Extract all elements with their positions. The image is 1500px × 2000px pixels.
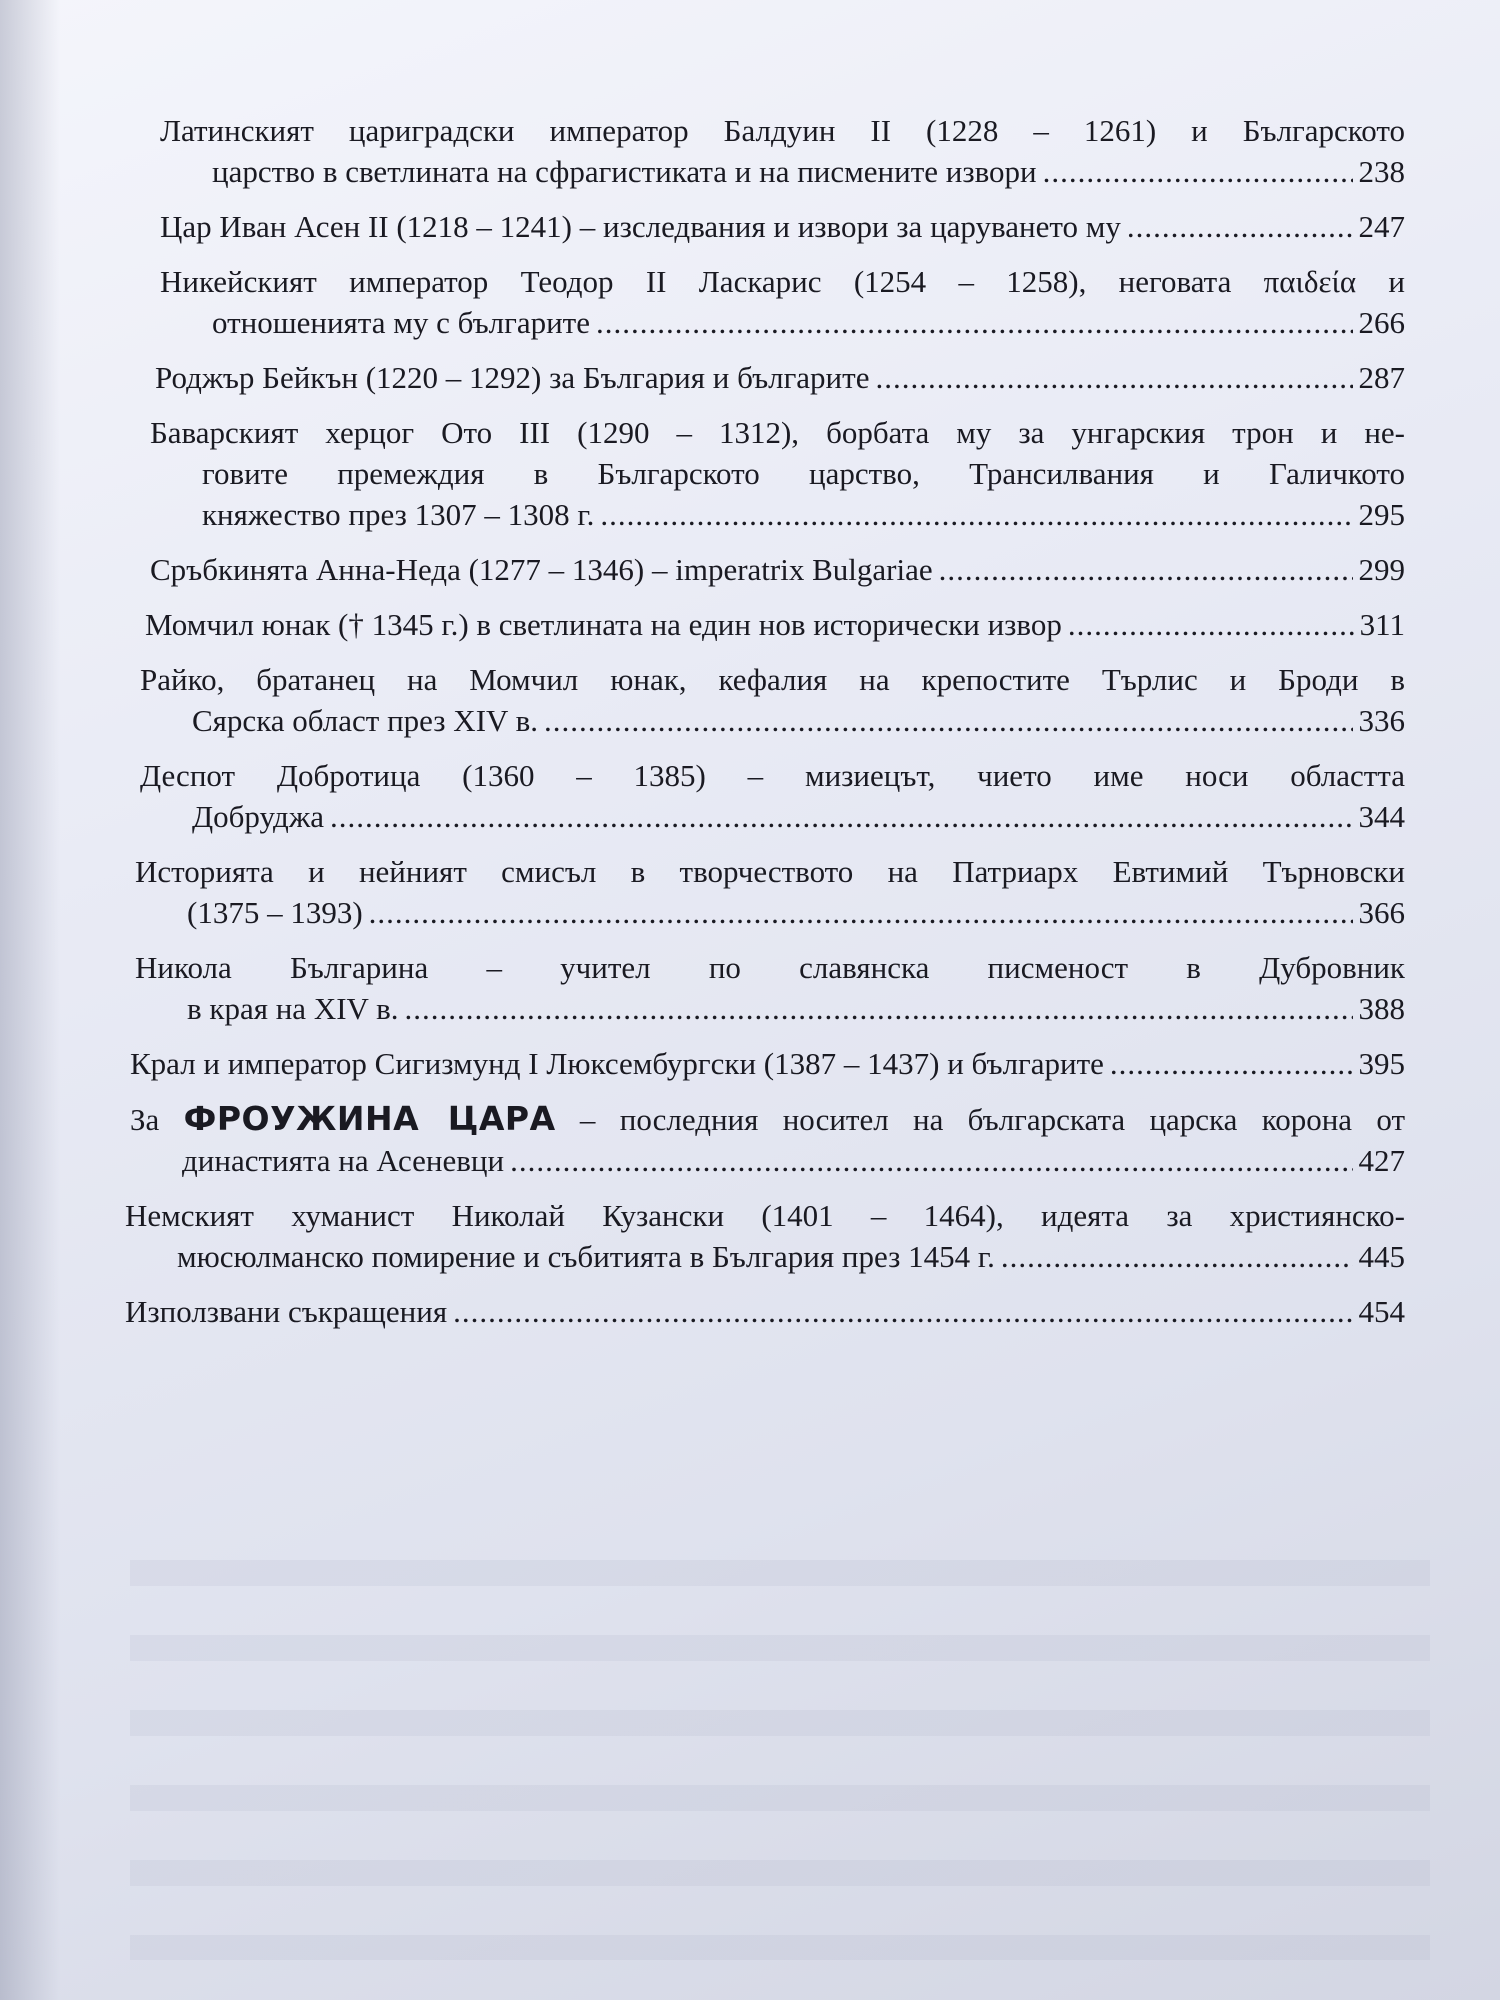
toc-page-number: 427 [1358,1143,1405,1178]
toc-entry [145,604,1405,645]
toc-entry [150,412,1405,535]
toc-entry-title: Никейският император Теодор II Ласкарис (1254 – 1258), неговата παιδεία и [160,264,1405,299]
leader-dots [1001,1236,1353,1277]
toc-page-number: 336 [1358,703,1405,738]
leader-dots [596,302,1353,343]
toc-entry [160,110,1405,192]
toc-page-number: 247 [1358,209,1405,244]
leader-dots [405,988,1353,1029]
toc-entry-title-end: в края на XIV в. [187,991,399,1026]
toc-entry [140,755,1405,837]
toc-entry-title: Сръбкинята Анна-Неда (1277 – 1346) – imperatrix Bulgariae [150,552,933,587]
toc-entry-title: Използвани съкращения [125,1294,448,1329]
toc-entry-title: Деспот Добротица (1360 – 1385) – мизиецът, чието име носи областта [140,758,1405,793]
decorative-title: ФРОУЖИНА ЦАРА [183,1099,556,1138]
leader-dots [544,700,1353,741]
toc-page-number: 238 [1358,154,1405,189]
toc-page-number: 395 [1358,1046,1405,1081]
toc-entry-title: Роджър Бейкън (1220 – 1292) за България и българите [155,360,870,395]
toc-entry [160,206,1405,247]
toc-page-number: 388 [1358,991,1405,1026]
page-shadow [0,0,60,2000]
toc-entry-title [130,1098,1405,1140]
leader-dots [510,1140,1352,1181]
toc-entry-title: Момчил юнак († 1345 г.) в светлината на един нов исторически извор [145,607,1062,642]
toc-entry-title: Баварският херцог Ото III (1290 – 1312), борбата му за унгарския трон и не- [150,415,1405,450]
toc-page-number: 311 [1359,607,1405,642]
leader-dots [369,892,1353,933]
toc-page-number: 295 [1358,497,1405,532]
toc-page-number: 287 [1358,360,1405,395]
toc-entry-title-end: Добруджа [192,799,325,834]
leader-dots [330,796,1352,837]
leader-dots [1127,206,1353,247]
table-of-contents [125,110,1405,1346]
toc-entry-title-end: отношенията му с българите [212,305,590,340]
toc-entry-title-cont: говите премеждия в Българското царство, Трансилвания и Галичкото [202,456,1405,491]
toc-page-number: 344 [1358,799,1405,834]
toc-entry-title: Историята и нейният смисъл в творчеството на Патриарх Евтимий Търновски [135,854,1405,889]
toc-page-number: 454 [1358,1294,1405,1329]
leader-dots [1068,604,1354,645]
toc-entry-title: Крал и император Сигизмунд I Люксембургски (1387 – 1437) и българите [130,1046,1104,1081]
toc-entry-title-rest: – последния носител на българската царска корона от [555,1102,1406,1137]
toc-entry [130,1098,1405,1181]
toc-page-number: 366 [1358,895,1405,930]
toc-entry [135,947,1405,1029]
toc-entry-title-end: (1375 – 1393) [187,895,363,930]
leader-dots [939,549,1353,590]
toc-entry [135,851,1405,933]
toc-entry-title-end: династията на Асеневци [182,1143,505,1178]
toc-entry [160,261,1405,343]
toc-entry-title-end: мюсюлманско помирение и събитията в България през 1454 г. [177,1239,995,1274]
toc-entry-title: Никола Българина – учител по славянска писменост в Дубровник [135,950,1405,985]
toc-entry-title: Латинският цариградски император Балдуин II (1228 – 1261) и Българското [160,113,1405,148]
toc-entry-title: Цар Иван Асен II (1218 – 1241) – изследвания и извори за царуването му [160,209,1121,244]
toc-entry-title-end: Сярска област през XIV в. [192,703,538,738]
leader-dots [1110,1043,1353,1084]
toc-page-number: 445 [1358,1239,1405,1274]
toc-entry-title-end: княжество през 1307 – 1308 г. [202,497,595,532]
toc-entry-title: Немският хуманист Николай Кузански (1401 – 1464), идеята за християнско- [125,1198,1405,1233]
toc-page-number: 266 [1358,305,1405,340]
toc-entry [125,1291,1405,1332]
toc-entry [130,1043,1405,1084]
toc-entry [150,549,1405,590]
toc-entry [140,659,1405,741]
toc-entry-title: Райко, братанец на Момчил юнак, кефалия на крепостите Търлис и Броди в [140,662,1405,697]
toc-page-number: 299 [1358,552,1405,587]
toc-entry-prefix: За [130,1102,184,1137]
leader-dots [875,357,1352,398]
bleed-through-text [130,1560,1430,1960]
leader-dots [1043,151,1353,192]
leader-dots [600,494,1352,535]
leader-dots [453,1291,1352,1332]
toc-entry [155,357,1405,398]
toc-entry [125,1195,1405,1277]
toc-entry-title-end: царство в светлината на сфрагистиката и на писмените извори [212,154,1037,189]
